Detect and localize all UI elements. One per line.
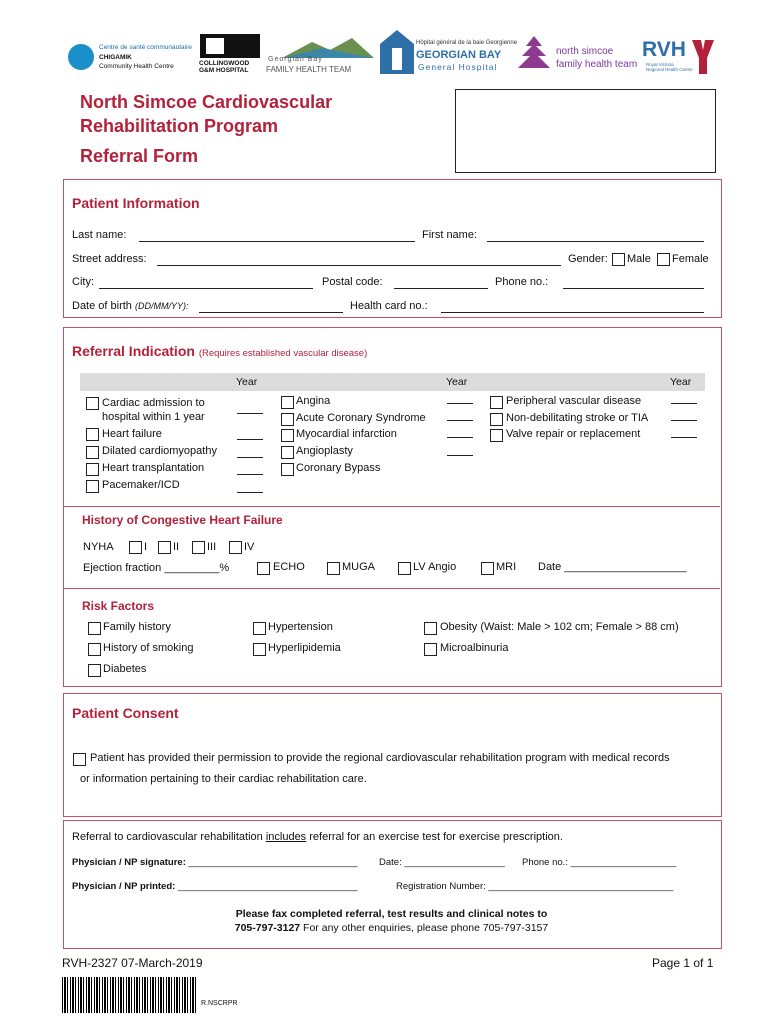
chf-title: History of Congestive Heart Failure: [82, 513, 283, 527]
year-header-3: Year: [670, 376, 692, 388]
gender-male-label: Male: [627, 253, 651, 265]
nyha-label: NYHA: [83, 541, 114, 553]
angina-year[interactable]: [447, 403, 473, 404]
consent-line-1: Patient has provided their permission to provide the regional cardiovascular rehabilitation program with medical records: [90, 752, 670, 764]
barcode: [62, 977, 198, 1013]
stroke-label: Non-debilitating stroke or TIA: [506, 412, 649, 424]
nsfht-text-1: north simcoe: [556, 46, 614, 57]
family-history-label: Family history: [103, 621, 171, 633]
valve-year[interactable]: [671, 437, 697, 438]
office-use-box[interactable]: [455, 89, 716, 173]
rvh-text: RVH: [642, 38, 686, 61]
acs-year[interactable]: [447, 420, 473, 421]
physician-printed-row: Physician / NP printed: __________________________________: [72, 881, 358, 892]
microalbinuria-checkbox[interactable]: [424, 643, 437, 656]
title-line-2: Rehabilitation Program: [80, 116, 279, 136]
gbfht-text-1: Georgian Bay: [268, 56, 323, 63]
gbgh-text-2: GEORGIAN BAY: [416, 49, 502, 61]
lv-angio-checkbox[interactable]: [398, 562, 411, 575]
pacemaker-checkbox[interactable]: [86, 480, 99, 493]
nyha-iii-checkbox[interactable]: [192, 541, 205, 554]
rvh-text-2: Royal Victoria: [646, 62, 674, 67]
risk-title: Risk Factors: [82, 599, 155, 613]
angina-label: Angina: [296, 395, 331, 407]
smoking-checkbox[interactable]: [88, 643, 101, 656]
physician-signature-field[interactable]: ________________________________: [188, 857, 358, 868]
chigamik-text-2: CHIGAMIK: [99, 54, 132, 61]
gender-male-checkbox[interactable]: [612, 253, 625, 266]
year-header-bar: [80, 373, 705, 391]
acs-label: Acute Coronary Syndrome: [296, 412, 426, 424]
nsfht-logo-mark: [514, 34, 554, 72]
chf-date-field[interactable]: Date ____________________: [538, 561, 687, 573]
smoking-label: History of smoking: [103, 642, 194, 654]
gender-female-checkbox[interactable]: [657, 253, 670, 266]
lv-angio-label: LV Angio: [413, 561, 457, 573]
first-name-field[interactable]: [487, 241, 704, 242]
acs-checkbox[interactable]: [281, 413, 294, 426]
angioplasty-checkbox[interactable]: [281, 446, 294, 459]
exercise-test-note: Referral to cardiovascular rehabilitation includes referral for an exercise test for exercise prescription.: [72, 831, 563, 843]
mi-checkbox[interactable]: [281, 429, 294, 442]
dilated-cardiomyopathy-label: Dilated cardiomyopathy: [102, 445, 217, 457]
cardiac-admission-year[interactable]: [237, 413, 263, 414]
diabetes-checkbox[interactable]: [88, 664, 101, 677]
gender-female-label: Female: [672, 253, 709, 265]
nsfht-text-2: family health team: [556, 59, 638, 70]
muga-checkbox[interactable]: [327, 562, 340, 575]
year-header-2: Year: [446, 376, 468, 388]
hyperlipidemia-label: Hyperlipidemia: [268, 642, 341, 654]
risk-divider: [64, 588, 720, 589]
stroke-checkbox[interactable]: [490, 413, 503, 426]
nyha-ii-label: II: [173, 541, 180, 553]
postal-field[interactable]: [394, 288, 488, 289]
first-name-label: First name:: [422, 229, 478, 241]
street-field[interactable]: [157, 265, 561, 266]
heart-failure-year[interactable]: [237, 439, 263, 440]
valve-label: Valve repair or replacement: [506, 428, 641, 440]
mi-year[interactable]: [447, 437, 473, 438]
chigamik-logo-mark: [68, 44, 94, 70]
heart-transplantation-checkbox[interactable]: [86, 463, 99, 476]
ejection-fraction-field[interactable]: Ejection fraction _________%: [83, 562, 230, 574]
city-field[interactable]: [99, 288, 313, 289]
echo-label: ECHO: [273, 561, 305, 573]
nyha-i-label: I: [144, 541, 148, 553]
pvd-checkbox[interactable]: [490, 396, 503, 409]
page-number: Page 1 of 1: [652, 956, 714, 970]
coronary-bypass-label: Coronary Bypass: [296, 462, 381, 474]
health-card-field[interactable]: [441, 312, 704, 313]
cardiac-admission-label: Cardiac admission to hospital within 1 year: [102, 397, 205, 423]
valve-checkbox[interactable]: [490, 429, 503, 442]
heart-transplantation-label: Heart transplantation: [102, 462, 205, 474]
postal-label: Postal code:: [322, 276, 383, 288]
registration-number-field[interactable]: Registration Number: ___________________________________: [396, 881, 674, 892]
chf-divider: [64, 506, 720, 507]
city-label: City:: [72, 276, 94, 288]
microalbinuria-label: Microalbinuria: [440, 642, 509, 654]
pvd-year[interactable]: [671, 403, 697, 404]
nyha-iv-checkbox[interactable]: [229, 541, 242, 554]
health-card-label: Health card no.:: [350, 300, 428, 312]
gbgh-text-1: Hôpital général de la baie Georgienne: [416, 40, 518, 46]
consent-checkbox[interactable]: [73, 753, 86, 766]
gbfht-text-2: FAMILY HEALTH TEAM: [266, 65, 352, 74]
diabetes-label: Diabetes: [103, 663, 147, 675]
mri-label: MRI: [496, 561, 517, 573]
physician-printed-field[interactable]: __________________________________: [177, 881, 358, 892]
title-line-1: North Simcoe Cardiovascular: [80, 92, 333, 112]
referral-title: Referral Indication (Requires established vascular disease): [72, 343, 368, 359]
collingwood-text-1: COLLINGWOOD: [199, 60, 250, 67]
family-history-checkbox[interactable]: [88, 622, 101, 635]
collingwood-text-2: G&M HOSPITAL: [199, 67, 249, 74]
pacemaker-label: Pacemaker/ICD: [102, 479, 180, 491]
consent-title: Patient Consent: [72, 705, 179, 721]
dob-field[interactable]: [199, 312, 343, 313]
gbgh-logo-mark: [380, 30, 414, 74]
obesity-label: Obesity (Waist: Male > 102 cm; Female > 88 cm): [440, 621, 679, 633]
rvh-y-icon: [692, 40, 714, 74]
pacemaker-year[interactable]: [237, 492, 263, 493]
phone-label: Phone no.:: [495, 276, 549, 288]
phone-field[interactable]: [563, 288, 704, 289]
dilated-cardiomyopathy-checkbox[interactable]: [86, 446, 99, 459]
consent-line-2: or information pertaining to their cardiac rehabilitation care.: [80, 773, 367, 785]
nyha-i-checkbox[interactable]: [129, 541, 142, 554]
mi-label: Myocardial infarction: [296, 428, 397, 440]
physician-phone-field[interactable]: Phone no.: ____________________: [522, 857, 677, 868]
muga-label: MUGA: [342, 561, 375, 573]
physician-signature-row: Physician / NP signature: ________________________________: [72, 857, 358, 868]
chigamik-text-1: Centre de santé communautaire: [99, 44, 192, 51]
barcode-label: R.NSCRPR: [201, 1000, 238, 1007]
fax-numbers: 705-797-3127 For any other enquiries, please phone 705-797-3157: [234, 922, 549, 934]
form-code: RVH-2327 07-March-2019: [62, 956, 203, 970]
obesity-checkbox[interactable]: [424, 622, 437, 635]
heart-failure-checkbox[interactable]: [86, 428, 99, 441]
dilated-cardiomyopathy-year[interactable]: [237, 457, 263, 458]
heart-transplantation-year[interactable]: [237, 474, 263, 475]
nyha-ii-checkbox[interactable]: [158, 541, 171, 554]
angina-checkbox[interactable]: [281, 396, 294, 409]
patient-info-title: Patient Information: [72, 195, 200, 211]
gender-label: Gender:: [568, 253, 608, 265]
hypertension-checkbox[interactable]: [253, 622, 266, 635]
physician-date-field[interactable]: Date: ___________________: [379, 857, 505, 868]
form-title: [80, 90, 332, 168]
angioplasty-label: Angioplasty: [296, 445, 353, 457]
hypertension-label: Hypertension: [268, 621, 333, 633]
fax-instructions: Please fax completed referral, test results and clinical notes to: [235, 908, 548, 920]
mri-checkbox[interactable]: [481, 562, 494, 575]
year-header-1: Year: [236, 376, 258, 388]
last-name-field[interactable]: [139, 241, 415, 242]
gbgh-text-3: General Hospital: [418, 62, 498, 72]
pvd-label: Peripheral vascular disease: [506, 395, 642, 407]
angioplasty-year[interactable]: [447, 455, 473, 456]
dob-label: Date of birth (DD/MM/YY):: [72, 300, 189, 312]
rvh-text-3: Regional Health Centre: [646, 67, 693, 72]
cardiac-admission-checkbox[interactable]: [86, 397, 99, 410]
last-name-label: Last name:: [72, 229, 127, 241]
nyha-iii-label: III: [207, 541, 217, 553]
street-label: Street address:: [72, 253, 147, 265]
echo-checkbox[interactable]: [257, 562, 270, 575]
stroke-year[interactable]: [671, 420, 697, 421]
heart-failure-label: Heart failure: [102, 428, 162, 440]
nyha-iv-label: IV: [244, 541, 255, 553]
coronary-bypass-checkbox[interactable]: [281, 463, 294, 476]
title-line-3: Referral Form: [80, 146, 199, 166]
hyperlipidemia-checkbox[interactable]: [253, 643, 266, 656]
chigamik-text-3: Community Health Centre: [99, 63, 174, 70]
